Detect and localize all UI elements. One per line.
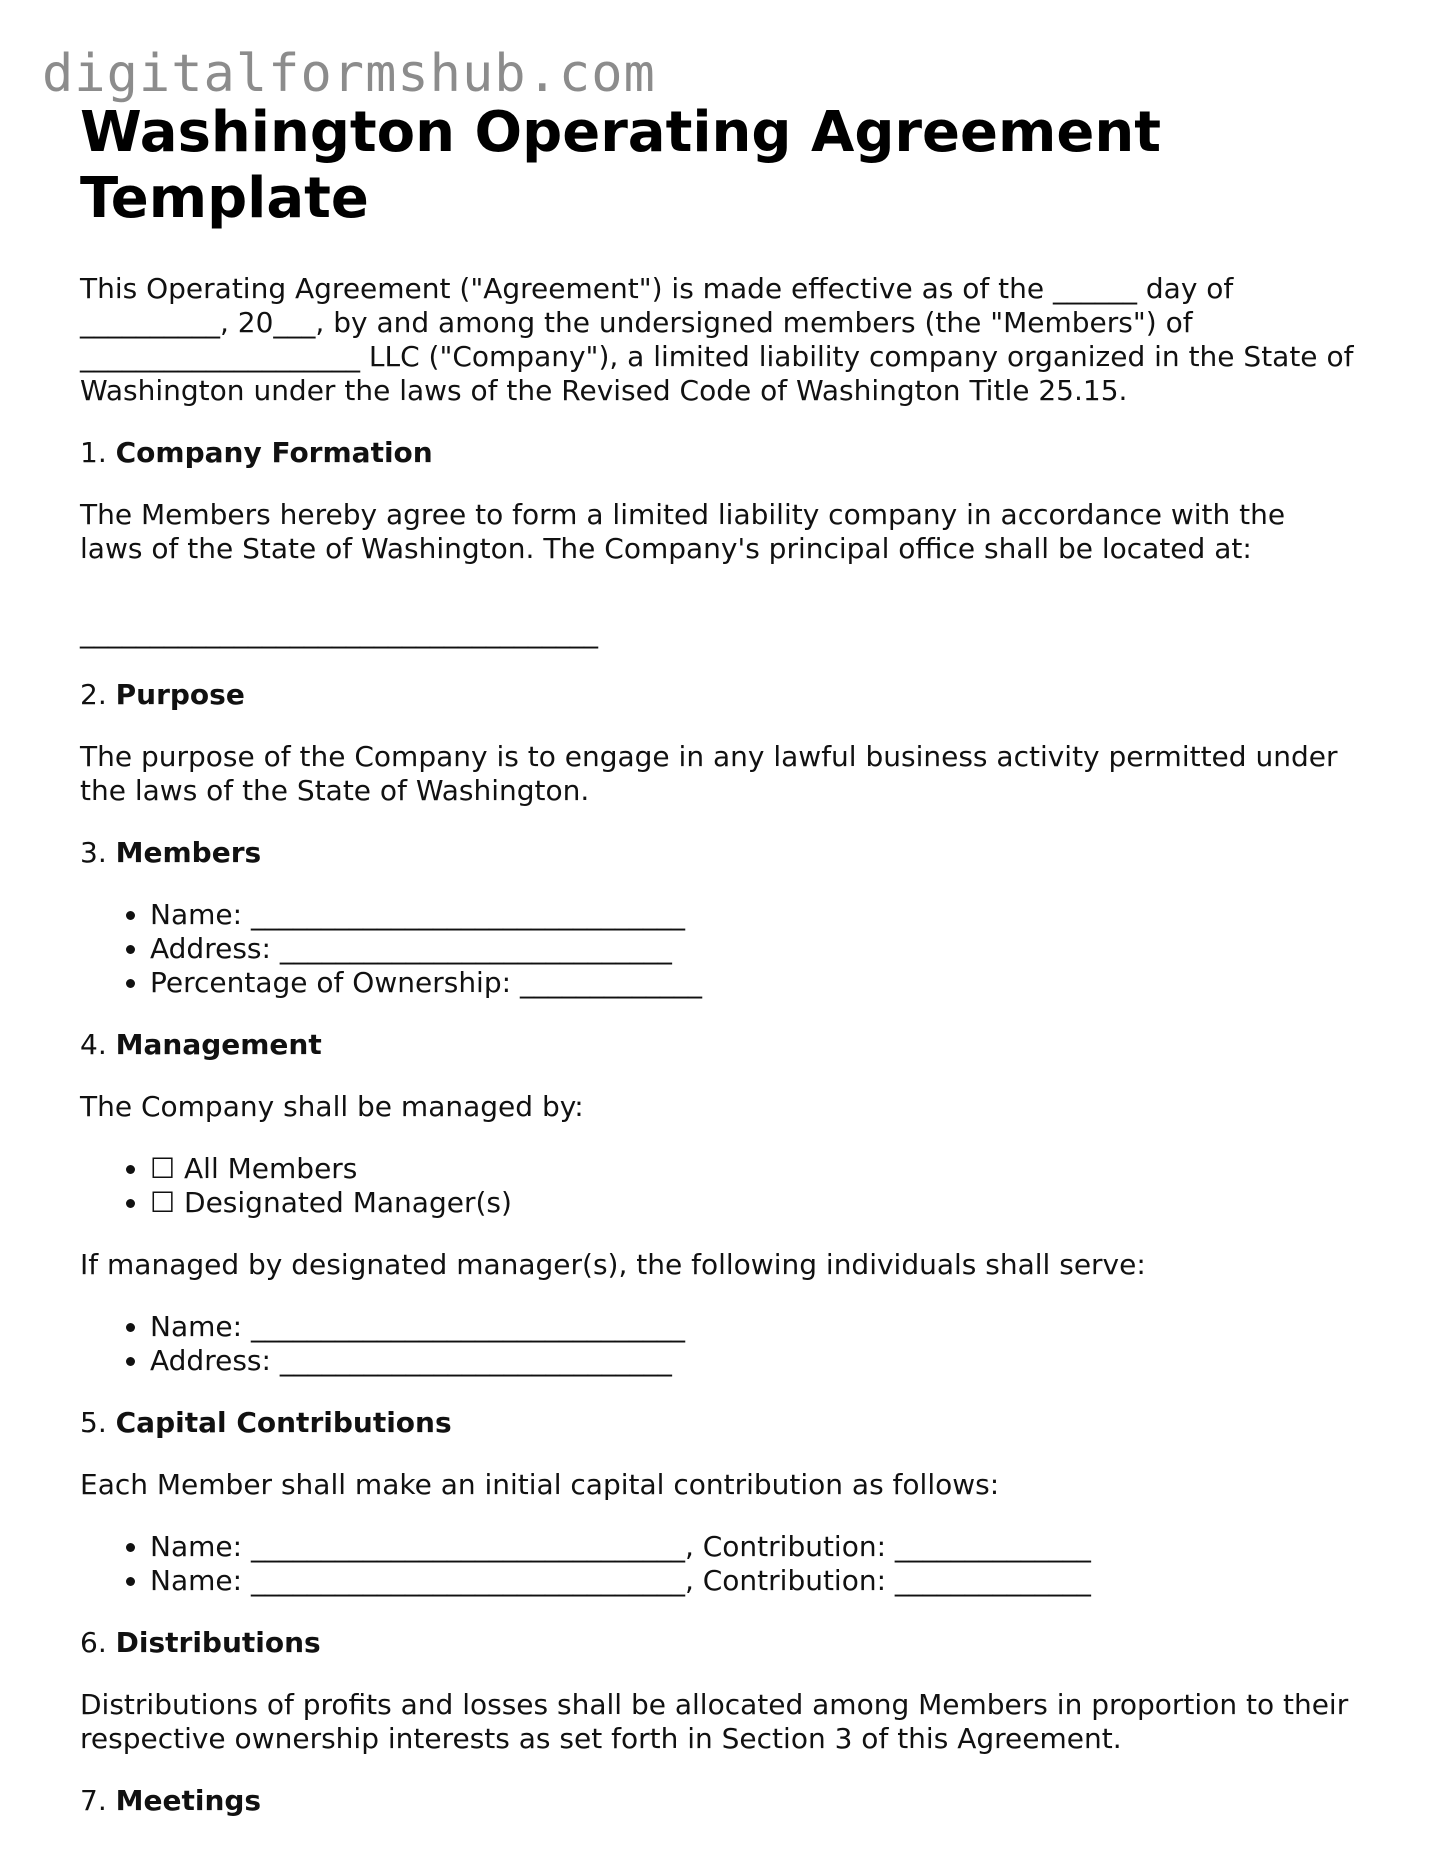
section-number: 6.	[80, 1626, 107, 1659]
distributions-paragraph	[80, 1688, 1380, 1756]
members-list	[80, 898, 1380, 1000]
management-text: The Company shall be managed by:	[80, 1090, 584, 1123]
managers-text: If managed by designated manager(s), the following individuals shall serve:	[80, 1248, 1146, 1281]
section-number: 4.	[80, 1028, 107, 1061]
section-title: Distributions	[115, 1626, 321, 1659]
managers-list	[80, 1310, 1380, 1378]
watermark: digitalformshub.com	[42, 44, 656, 104]
intro-paragraph	[80, 272, 1360, 408]
list-item: • Address: ____________________________	[150, 932, 1380, 966]
list-item: • Name: _______________________________	[150, 898, 1380, 932]
paragraph-line: Distributions of profits and losses shall be allocated among Members in proportion to their	[80, 1688, 1349, 1721]
list-item	[150, 1152, 1380, 1186]
section-heading-capital-contributions	[80, 1406, 1380, 1440]
capital-contributions-text: Each Member shall make an initial capital contribution as follows:	[80, 1468, 1000, 1501]
list-item	[150, 1186, 1380, 1220]
intro-line-2: __________, 20___, by and among the undersigned members (the "Members") of	[80, 306, 1193, 339]
intro-line-4: Washington under the laws of the Revised Code of Washington Title 25.15.	[80, 374, 1128, 407]
section-number: 7.	[80, 1784, 107, 1817]
section-number: 3.	[80, 836, 107, 869]
paragraph-line: The Members hereby agree to form a limited liability company in accordance with the	[80, 498, 1286, 531]
section-number: 1.	[80, 436, 107, 469]
document-body	[80, 100, 1380, 1818]
section-heading-members	[80, 836, 1380, 870]
list-item: • Name: _______________________________	[150, 1310, 1380, 1344]
paragraph-line: the laws of the State of Washington.	[80, 774, 590, 807]
intro-line-1: This Operating Agreement ("Agreement") is made effective as of the ______ day of	[80, 272, 1234, 305]
contributions-list	[80, 1530, 1380, 1598]
page-title: Washington Operating Agreement Template	[80, 100, 1161, 231]
section-number: 2.	[80, 678, 107, 711]
section-title: Capital Contributions	[115, 1406, 452, 1439]
section-title: Members	[115, 836, 262, 869]
paragraph-line: laws of the State of Washington. The Company's principal office shall be located at:	[80, 532, 1252, 565]
option-label: All Members	[184, 1152, 358, 1185]
option-label: Designated Manager(s)	[184, 1186, 512, 1219]
section-heading-meetings	[80, 1784, 1380, 1818]
section-title: Purpose	[115, 678, 245, 711]
section-title: Meetings	[115, 1784, 262, 1817]
checkbox-icon: ☐	[150, 1152, 176, 1185]
principal-office-blank: _____________________________________	[80, 616, 598, 649]
section-heading-purpose	[80, 678, 1380, 712]
management-options-list	[80, 1152, 1380, 1220]
section-title: Management	[115, 1028, 322, 1061]
list-item: • Name: _______________________________, Contribution: ______________	[150, 1564, 1380, 1598]
section-heading-distributions	[80, 1626, 1380, 1660]
section-heading-management	[80, 1028, 1380, 1062]
paragraph-line: The purpose of the Company is to engage in any lawful business activity permitted under	[80, 740, 1338, 773]
list-item: • Address: ____________________________	[150, 1344, 1380, 1378]
section-heading-company-formation	[80, 436, 1380, 470]
purpose-paragraph	[80, 740, 1380, 808]
company-formation-paragraph	[80, 498, 1380, 566]
section-number: 5.	[80, 1406, 107, 1439]
intro-line-3: ____________________ LLC ("Company"), a limited liability company organized in the State of	[80, 340, 1354, 373]
checkbox-icon: ☐	[150, 1186, 176, 1219]
list-item: • Name: _______________________________, Contribution: ______________	[150, 1530, 1380, 1564]
list-item: • Percentage of Ownership: _____________	[150, 966, 1380, 1000]
paragraph-line: respective ownership interests as set forth in Section 3 of this Agreement.	[80, 1722, 1122, 1755]
section-title: Company Formation	[115, 436, 433, 469]
